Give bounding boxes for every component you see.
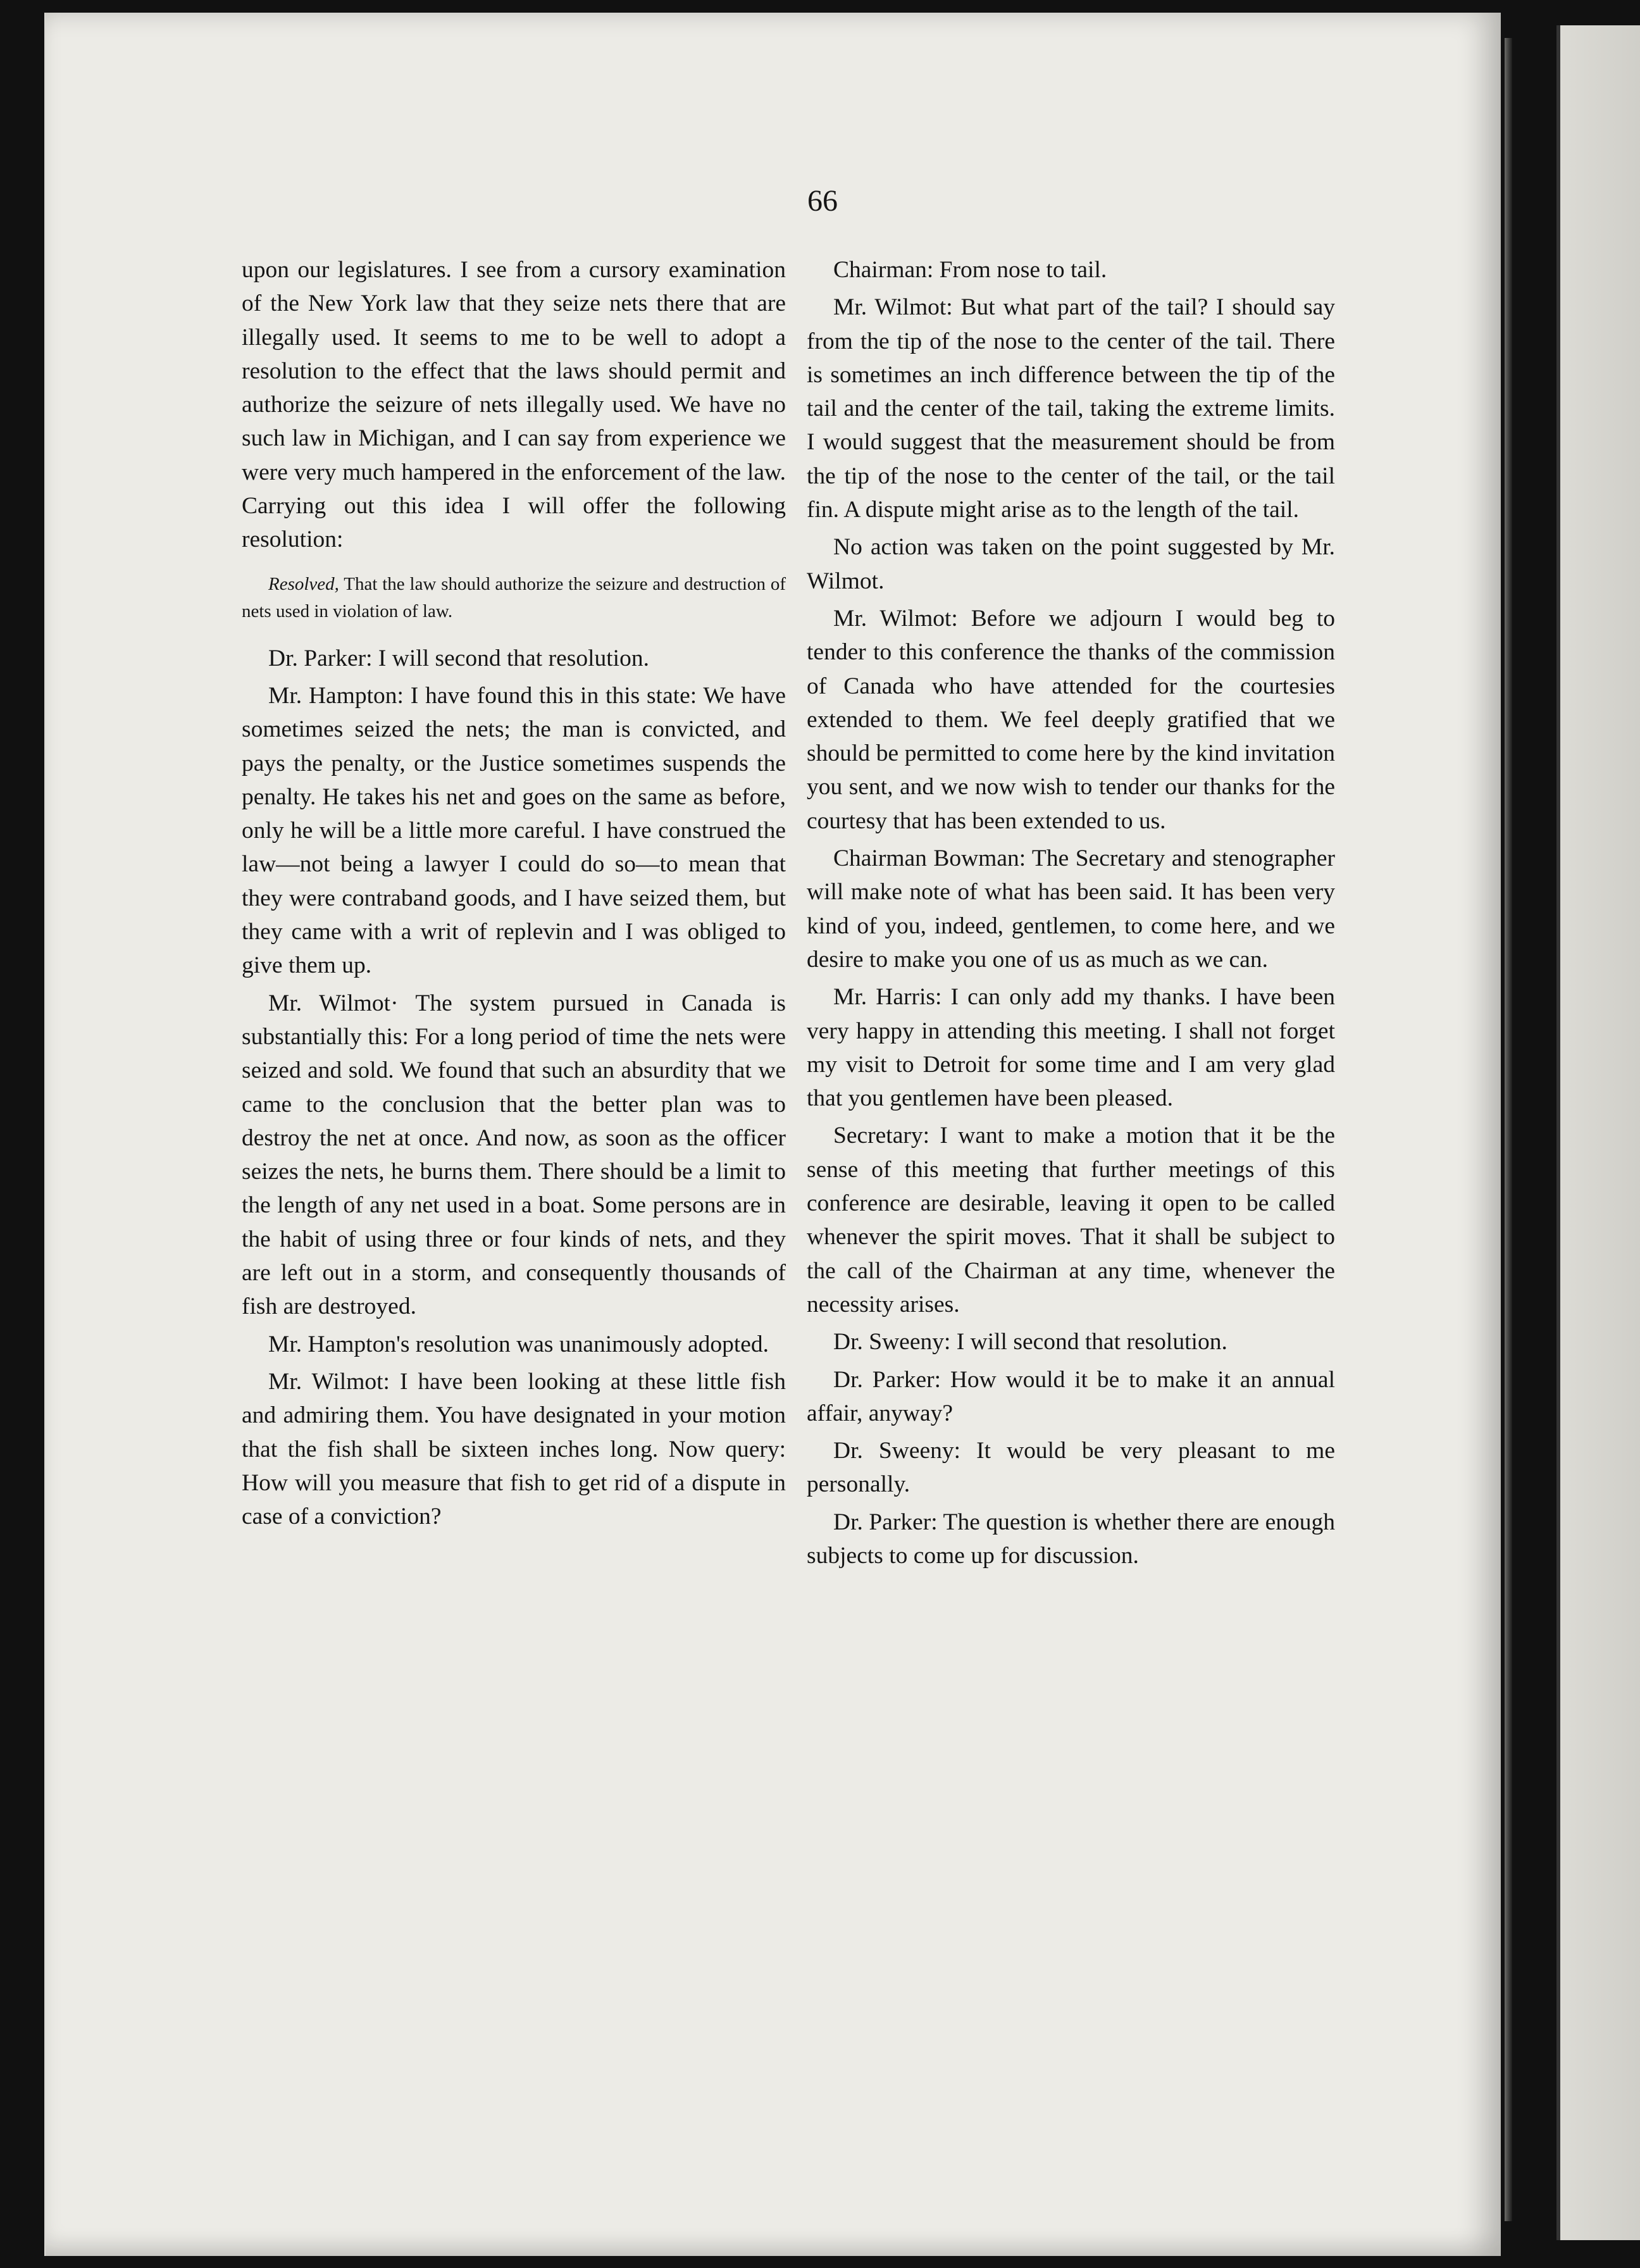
paragraph: Mr. Wilmot: But what part of the tail? I should say from the tip of the nose to the center of the tail. There is sometimes an inch difference between the tip of the tail and the center of the tail, taking the extreme limits. I would suggest that the measurement should be from the tip of the nose to the center of the tail, or the tail fin. A dispute might arise as to the length of the tail. bbox=[807, 294, 1335, 523]
right-column bbox=[807, 253, 1335, 1576]
paragraph: Secretary: I want to make a motion that it be the sense of this meeting that further meetings of this conference are desirable, leaving it open to be called whenever the spirit moves. That it shall be subject to the call of the Chairman at any time, whenever the necessity arises. bbox=[807, 1123, 1335, 1318]
paragraph: Dr. Parker: How would it be to make it an annual affair, anyway? bbox=[807, 1366, 1335, 1426]
paragraph: Mr. Harris: I can only add my thanks. I have been very happy in attending this meeting. I shall not forget my visit to Detroit for some time and I am very glad that you gentlemen have been pleased. bbox=[807, 984, 1335, 1112]
paragraph: Dr. Sweeny: It would be very pleasant to me personally. bbox=[807, 1438, 1335, 1498]
adjacent-page-edge bbox=[1556, 25, 1640, 2240]
paragraph: Dr. Parker: The question is whether there are enough subjects to come up for discussion. bbox=[807, 1509, 1335, 1569]
page-number: 66 bbox=[807, 184, 838, 218]
page-gutter-shadow bbox=[1505, 38, 1512, 2221]
resolution-body: That the law should authorize the seizure and destruction of nets used in violation of law. bbox=[242, 573, 786, 621]
paragraph: No action was taken on the point suggested by Mr. Wilmot. bbox=[807, 534, 1335, 594]
paragraph: Mr. Wilmot: Before we adjourn I would beg to tender to this conference the thanks of the commission of Canada who have attended for the courtesies extended to them. We feel deeply gratified that we should be permitted to come here by the kind invitation you sent, and we now wish to tender our thanks for the courtesy that has been extended to us. bbox=[807, 605, 1335, 834]
paragraph: Mr. Hampton: I have found this in this state: We have sometimes seized the nets; the man is convicted, and pays the penalty, or the Justice sometimes suspends the penalty. He takes his net and goes on the same as before, only he will be a little more careful. I have construed the law—not being a lawyer I could do so—to mean that they were contraband goods, and I have seized them, but they came with a writ of replevin and I was obliged to give them up. bbox=[242, 682, 786, 979]
resolution-lead: Resolved, bbox=[268, 573, 339, 594]
paragraph: Dr. Parker: I will second that resolution. bbox=[268, 645, 649, 671]
resolution-text bbox=[242, 571, 786, 625]
paragraph: Dr. Sweeny: I will second that resolution. bbox=[833, 1329, 1227, 1355]
paragraph: Mr. Wilmot· The system pursued in Canada is substantially this: For a long period of time the nets were seized and sold. We found that such an absurdity that we came to the conclusion that the better plan was to destroy the net at once. And now, as soon as the officer seizes the nets, he burns them. There should be a limit to the length of any net used in a boat. Some persons are in the habit of using three or four kinds of nets, and they are left out in a storm, and consequently thousands of fish are destroyed. bbox=[242, 990, 786, 1320]
paragraph: Mr. Hampton's resolution was unanimously adopted. bbox=[268, 1331, 769, 1357]
left-column bbox=[242, 253, 786, 1537]
paragraph: upon our legislatures. I see from a cursory examination of the New York law that they seize nets there that are illegally used. It seems to me to be well to adopt a resolution to the effect that the laws should permit and authorize the seizure of nets illegally used. We have no such law in Michigan, and I can say from experience we were very much hampered in the enforcement of the law. Carrying out this idea I will offer the following resolution: bbox=[242, 257, 786, 553]
paragraph: Mr. Wilmot: I have been looking at these little fish and admiring them. You have designated in your motion that the fish shall be sixteen inches long. Now query: How will you measure that fish to get rid of a dispute in case of a conviction? bbox=[242, 1368, 786, 1530]
paragraph: Chairman Bowman: The Secretary and stenographer will make note of what has been said. It has been very kind of you, indeed, gentlemen, to come here, and we desire to make you one of us as much as we can. bbox=[807, 845, 1335, 973]
paragraph: Chairman: From nose to tail. bbox=[833, 257, 1107, 283]
